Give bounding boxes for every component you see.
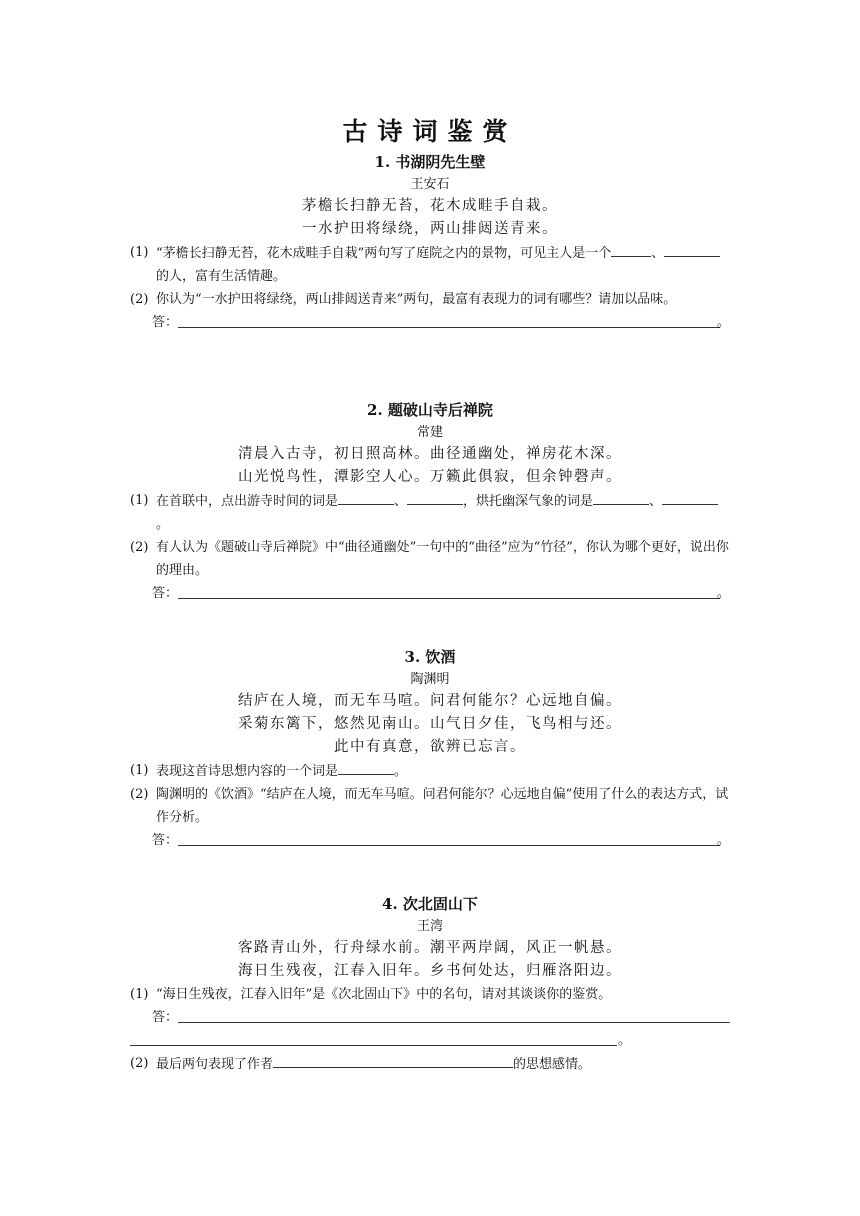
question-text: 有人认为《题破山寺后禅院》中“曲径通幽处”一句中的“曲径”应为“竹径”，你认为哪个更好，说出你的理由。 <box>156 540 729 578</box>
answer-end-mark: 。 <box>716 586 730 601</box>
question-text: 的人，富有生活情趣。 <box>156 269 287 284</box>
question-text: 表现这首诗思想内容的一个词是 <box>156 764 339 779</box>
answer-row[interactable] <box>152 829 730 852</box>
fill-blank[interactable] <box>593 489 649 505</box>
page-title: 古诗词鉴赏 <box>342 117 518 146</box>
poem-line: 清晨入古寺，初日照高林。曲径通幽处，禅房花木深。 <box>238 446 622 462</box>
question-1 <box>130 241 730 288</box>
poem-title: 3. 饮酒 <box>404 648 456 666</box>
question-number: (2) <box>130 787 149 802</box>
answer-label: 答： <box>152 315 179 330</box>
poem-section-4 <box>0 892 860 1076</box>
poem-line: 此中有真意，欲辨已忘言。 <box>334 739 526 755</box>
fill-blank[interactable] <box>338 759 394 775</box>
answer-row[interactable] <box>152 311 730 334</box>
question-text: ，烘托幽深气象的词是 <box>463 494 594 509</box>
question-number: (1) <box>130 493 149 508</box>
question-text: 在首联中，点出游寺时间的词是 <box>156 494 339 509</box>
fill-blank[interactable] <box>662 489 718 505</box>
question-text: 的思想感情。 <box>513 1057 592 1072</box>
answer-end-mark: 。 <box>618 1033 632 1048</box>
question-1 <box>130 983 730 1006</box>
fill-blank[interactable] <box>338 489 394 505</box>
poem-section-3 <box>0 645 860 852</box>
answer-label: 答： <box>152 833 179 848</box>
question-text: 。 <box>394 764 408 779</box>
poem-line: 海日生残夜，江春入旧年。乡书何处达，归雁洛阳边。 <box>238 963 622 979</box>
answer-end-mark: 。 <box>716 315 730 330</box>
question-number: (2) <box>130 540 149 555</box>
answer-end-mark: 。 <box>716 833 730 848</box>
question-text: 。 <box>156 517 170 532</box>
answer-row[interactable] <box>152 582 730 605</box>
question-number: (1) <box>130 763 149 778</box>
question-2 <box>130 536 730 582</box>
poem-title: 2. 题破山寺后禅院 <box>367 401 493 419</box>
question-text: “海日生残夜，江春入旧年”是《次北固山下》中的名句，请对其谈谈你的鉴赏。 <box>156 987 612 1002</box>
poem-author: 王湾 <box>416 919 443 934</box>
poem-author: 王安石 <box>410 177 450 192</box>
poem-line: 采菊东篱下，悠然见南山。山气日夕佳，飞鸟相与还。 <box>238 716 622 732</box>
fill-blank[interactable] <box>273 1052 513 1068</box>
question-number: (1) <box>130 987 149 1002</box>
question-text: “茅檐长扫静无苔，花木成畦手自栽”两句写了庭院之内的景物，可见主人是一个 <box>156 246 612 261</box>
question-text: 、 <box>649 494 663 509</box>
poem-line: 茅檐长扫静无苔，花木成畦手自栽。 <box>302 198 558 214</box>
fill-blank[interactable] <box>629 241 651 257</box>
answer-row[interactable] <box>152 1006 730 1029</box>
question-text: 你认为“一水护田将绿绕，两山排闼送青来”两句，最富有表现力的词有哪些？请加以品味。 <box>156 292 677 307</box>
question-number: (2) <box>130 1056 149 1071</box>
question-number: (2) <box>130 292 149 307</box>
poem-author: 陶渊明 <box>410 672 450 687</box>
poem-line: 客路青山外，行舟绿水前。潮平两岸阔，风正一帆悬。 <box>238 940 622 956</box>
poem-title: 1. 书湖阴先生壁 <box>374 153 486 171</box>
question-2 <box>130 1052 730 1076</box>
question-text: 陶渊明的《饮酒》“结庐在人境，而无车马喧。问君何能尔？心远地自偏”使用了什么的表达方式，试作分析。 <box>156 787 729 825</box>
question-1 <box>130 759 730 783</box>
poem-section-1 <box>0 150 860 334</box>
answer-line[interactable] <box>178 1022 730 1023</box>
question-number: (1) <box>130 245 149 260</box>
poem-line: 结庐在人境，而无车马喧。问君何能尔？心远地自偏。 <box>238 693 622 709</box>
question-text: 最后两句表现了作者 <box>156 1057 274 1072</box>
answer-line[interactable] <box>178 598 720 599</box>
poem-section-2 <box>0 398 860 605</box>
question-1 <box>130 489 730 536</box>
poem-line: 一水护田将绿绕，两山排闼送青来。 <box>302 221 558 237</box>
poem-line: 山光悦鸟性，潭影空人心。万籁此俱寂，但余钟磬声。 <box>238 469 622 485</box>
answer-line[interactable] <box>130 1045 617 1046</box>
answer-line[interactable] <box>178 845 720 846</box>
question-text: 、 <box>651 246 665 261</box>
answer-label: 答： <box>152 1010 179 1025</box>
poem-title: 4. 次北固山下 <box>382 895 478 913</box>
answer-label: 答： <box>152 586 179 601</box>
fill-blank[interactable] <box>407 489 463 505</box>
answer-line[interactable] <box>178 327 720 328</box>
fill-blank[interactable] <box>664 241 720 257</box>
poem-author: 常建 <box>416 425 443 440</box>
answer-continuation-row[interactable] <box>130 1029 730 1052</box>
question-2 <box>130 288 730 311</box>
question-2 <box>130 783 730 829</box>
question-text: 、 <box>394 494 408 509</box>
